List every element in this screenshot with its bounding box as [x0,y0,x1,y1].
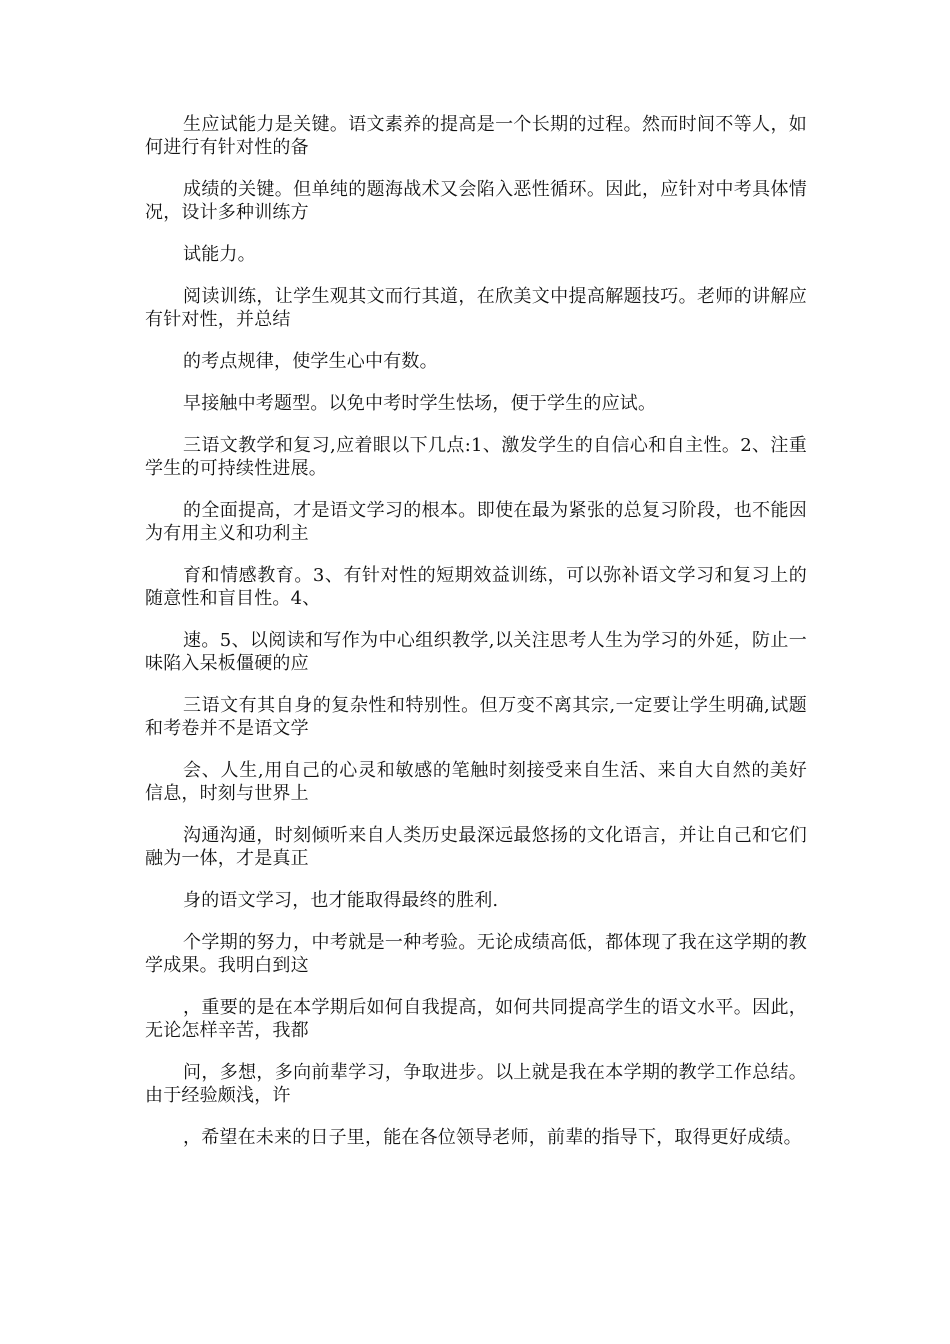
paragraph: 沟通沟通，时刻倾听来自人类历史最深远最悠扬的文化语言，并让自己和它们融为一体，才是真正 [145,825,807,869]
paragraph: 阅读训练，让学生观其文而行其道，在欣美文中提高解题技巧。老师的讲解应有针对性，并总结 [145,286,807,330]
paragraph: 身的语文学习，也才能取得最终的胜利. [183,890,499,911]
paragraph: 早接触中考题型。以免中考时学生怯场，便于学生的应试。 [183,393,657,414]
paragraph: 的全面提高，才是语文学习的根本。即使在最为紧张的总复习阶段，也不能因为有用主义和功利主 [145,500,807,544]
document-body [145,113,807,1168]
paragraph: 会、人生,用自己的心灵和敏感的笔触时刻接受来自生活、来自大自然的美好信息，时刻与世界上 [145,760,807,804]
paragraph: 个学期的努力，中考就是一种考验。无论成绩高低，都体现了我在这学期的教学成果。我明白到这 [145,932,807,976]
paragraph: 速。5、以阅读和写作为中心组织教学,以关注思考人生为学习的外延，防止一味陷入呆板僵硬的应 [145,630,807,674]
paragraph: 育和情感教育。3、有针对性的短期效益训练，可以弥补语文学习和复习上的随意性和盲目性。4、 [145,565,807,609]
paragraph: 问，多想，多向前辈学习，争取进步。以上就是我在本学期的教学工作总结。由于经验颇浅，许 [145,1062,807,1106]
paragraph: ，希望在未来的日子里，能在各位领导老师，前辈的指导下，取得更好成绩。 [183,1127,802,1148]
paragraph: 的考点规律，使学生心中有数。 [183,351,438,372]
paragraph: 三语文有其自身的复杂性和特别性。但万变不离其宗,一定要让学生明确,试题和考卷并不是语文学 [145,695,807,739]
paragraph: 试能力。 [183,244,256,265]
paragraph: ，重要的是在本学期后如何自我提高，如何共同提高学生的语文水平。因此，无论怎样辛苦，我都 [145,997,807,1041]
paragraph: 成绩的关键。但单纯的题海战术又会陷入恶性循环。因此，应针对中考具体情况，设计多种训练方 [145,179,807,223]
paragraph: 三语文教学和复习,应着眼以下几点:1、激发学生的自信心和自主性。2、注重学生的可持续性进展。 [145,435,807,479]
paragraph: 生应试能力是关键。语文素养的提高是一个长期的过程。然而时间不等人，如何进行有针对性的备 [145,114,807,158]
